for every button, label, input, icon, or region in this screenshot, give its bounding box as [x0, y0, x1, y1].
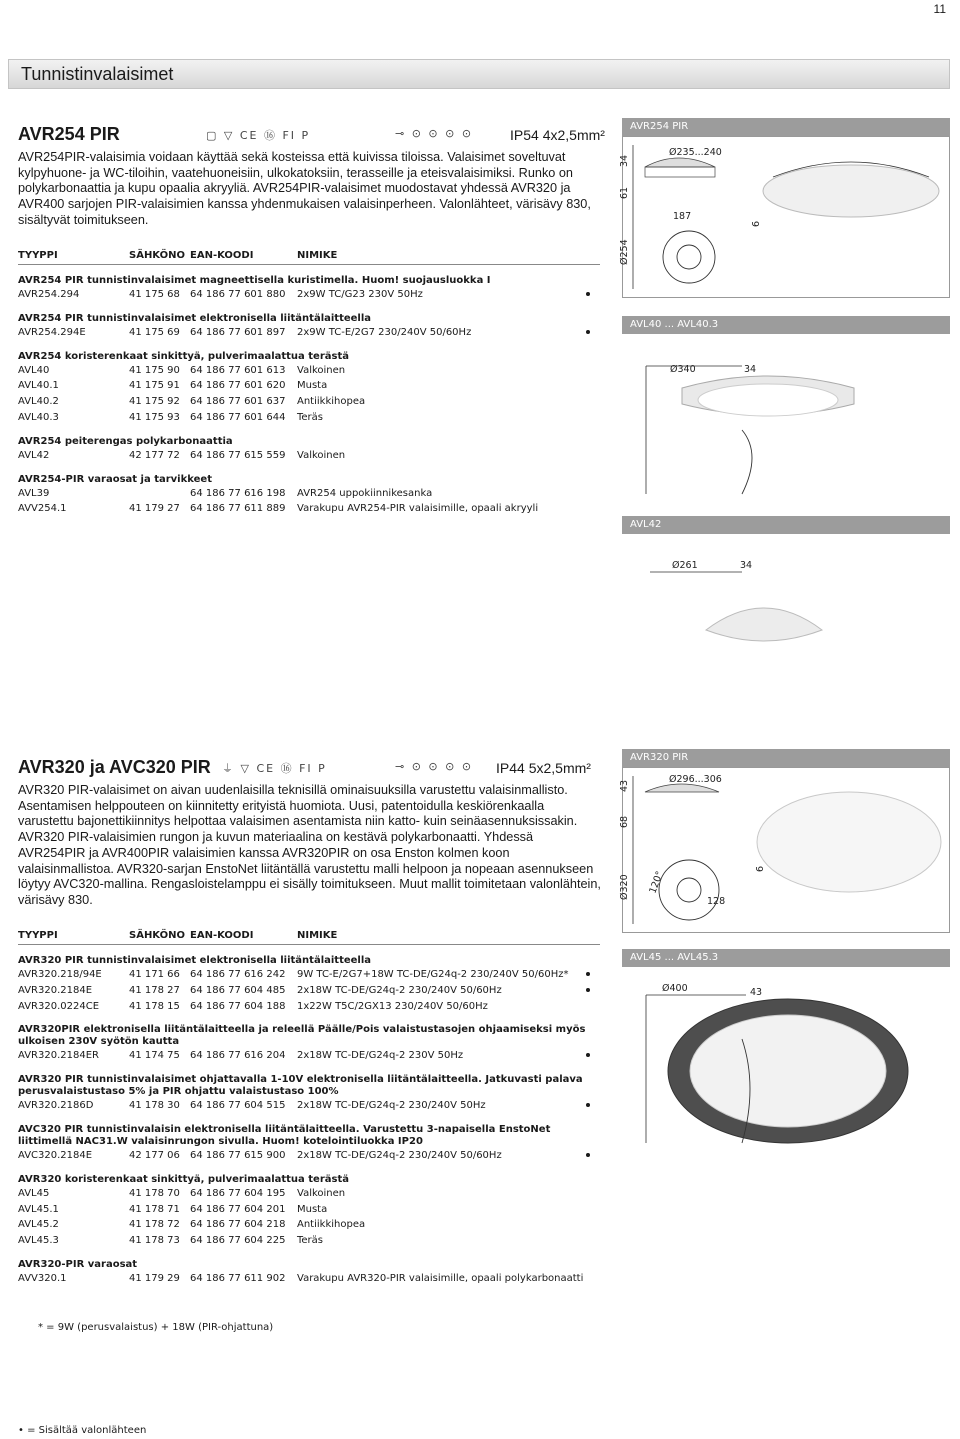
dim-235-240: Ø235...240 [669, 147, 722, 158]
includes-light-source-dot [586, 1153, 590, 1157]
cell-sahkono: 41 175 93 [129, 412, 180, 423]
avr254-drawing [619, 136, 950, 298]
cell-sahkono: 41 178 27 [129, 984, 180, 996]
avr320-side-header: AVR320 PIR [622, 749, 950, 767]
dim-187: 187 [673, 211, 692, 222]
avr320-group-title-3: AVC320 PIR tunnistinvalaisin elektronisella liitäntälaitteella. Varustettu 3-napaisella EnstoNet liittimellä NAC31.W valaisinrungon sivulla. Huom! kotelointiluokka IP20 [18, 1124, 551, 1147]
cell-sahkono: 41 175 68 [129, 289, 180, 300]
cell-sahkono: 42 177 06 [129, 1150, 180, 1161]
avr320-group-title-1: AVR320PIR elektronisella liitäntälaitteella ja releellä Päälle/Pois valaistustasojen ohjaamiseksi myös ulkoisen 230V syötön kautta [18, 1024, 586, 1048]
cell-sahkono: 41 178 30 [129, 1100, 180, 1112]
avr320-row-2-0 [18, 1100, 598, 1114]
avl45-drawing [622, 967, 950, 1162]
page-title-bar [8, 59, 950, 89]
avr320-row-4-2 [18, 1219, 598, 1233]
cell-nimike: 2x9W TC-E/2G7 230/240V 50/60Hz [297, 326, 472, 338]
cell-nimike: 2x18W TC-DE/G24q-2 230/240V 50/60Hz [297, 984, 502, 996]
dim-43: 43 [619, 779, 630, 792]
avr320-drawing [619, 767, 950, 933]
avr320-row-1-0 [18, 1050, 598, 1064]
avr254-row-2-2 [18, 396, 598, 410]
avr320-row-0-0 [18, 969, 598, 983]
dim-68: 68 [619, 815, 630, 828]
cell-nimike: 9W TC-E/2G7+18W TC-DE/G24q-2 230/240V 50/60Hz* [297, 969, 569, 980]
includes-light-source-dot [586, 988, 590, 992]
dim-261: Ø261 [672, 560, 698, 571]
cell-ean: 64 186 77 601 880 [190, 289, 286, 300]
cell-ean: 64 186 77 604 515 [190, 1100, 286, 1112]
cell-type: AVL45.1 [18, 1203, 59, 1215]
cell-ean: 64 186 77 604 218 [190, 1219, 286, 1231]
avr254-title: AVR254 PIR [18, 124, 120, 144]
avr320-mount-symbols: ⊸ ⊙ ⊙ ⊙ ⊙ [395, 760, 474, 773]
avr254-row-4-1 [18, 503, 598, 517]
cell-ean: 64 186 77 604 201 [190, 1203, 286, 1215]
avr320-table-header [18, 930, 598, 944]
avr254-group-title-1: AVR254 PIR tunnistinvalaisimet elektronisella liitäntälaitteella [18, 312, 372, 324]
avr254-row-1-0 [18, 327, 598, 341]
avr254-description: AVR254PIR-valaisimia voidaan käyttää sekä kosteissa että kuivissa tiloissa. Valaisimet soveltuvat kylpyhuone- ja WC-tiloihin, vaatehuoneisiin, ulkokatoksiin, terasseille ja eteisvalaisimiksi. Runko on polykarbonaattia ja kupu opaalia akryyliä. AVR254PIR-valaisimet muodostavat yhdessä AVR320 ja AVR400 sarjojen PIR-valaisimien kanssa yhdenmukaisen valaisinperheen. Valonlähteet, värisävy 830, sisältyvät toimitukseen. [18, 150, 591, 227]
avr320-row-4-1 [18, 1204, 598, 1218]
cell-type: AVL40 [18, 364, 50, 376]
avl40-drawing [622, 334, 950, 514]
avr254-cert-symbols: ▢ ▽ CE ⑯ FI P [206, 129, 311, 142]
dim-34b: 34 [744, 364, 757, 375]
avr320-row-0-2 [18, 1001, 598, 1015]
avr254-header-0: TYYPPI [18, 250, 58, 261]
avr320-header-0: TYYPPI [18, 930, 58, 941]
cell-nimike: Antiikkihopea [297, 1219, 366, 1231]
cell-ean: 64 186 77 604 485 [190, 984, 286, 996]
dim-6: 6 [751, 220, 762, 227]
dim-6b: 6 [755, 865, 766, 872]
cell-nimike: Valkoinen [297, 1187, 346, 1199]
cell-sahkono: 42 177 72 [129, 449, 180, 461]
avr254-side-header: AVR254 PIR [622, 118, 950, 136]
cell-sahkono: 41 175 69 [129, 326, 180, 338]
avr254-header-1: SÄHKÖNO [129, 250, 185, 261]
cell-ean: 64 186 77 616 198 [190, 487, 286, 499]
cell-nimike: Musta [297, 1203, 328, 1215]
cell-sahkono: 41 178 15 [129, 1000, 180, 1012]
avr254-group-title-0: AVR254 PIR tunnistinvalaisimet magneettisella kuristimella. Huom! suojausluokka I [18, 275, 491, 286]
avr320-row-4-0 [18, 1188, 598, 1202]
avr320-row-0-1 [18, 985, 598, 999]
avr320-group-title-4: AVR320 koristerenkaat sinkittyä, pulverimaalattua terästä [18, 1173, 349, 1185]
cell-ean: 64 186 77 601 613 [190, 364, 286, 376]
dim-128: 128 [707, 896, 726, 907]
dim-34c: 34 [740, 560, 753, 571]
cell-ean: 64 186 77 616 242 [190, 969, 286, 980]
avr254-header-3: NIMIKE [297, 250, 338, 261]
cell-type: AVL42 [18, 449, 50, 461]
avr254-ip-rating: IP54 4x2,5mm² [510, 127, 605, 143]
avr254-header-2: EAN-KOODI [190, 250, 254, 261]
avr320-row-4-3 [18, 1235, 598, 1249]
avr320-cert-symbols: ⏚ ▽ CE ⑯ FI P [222, 762, 327, 775]
includes-light-source-dot [586, 292, 590, 296]
dim-296-306: Ø296...306 [669, 774, 722, 785]
avl40-side-header: AVL40 ... AVL40.3 [622, 316, 950, 334]
cell-sahkono: 41 175 91 [129, 380, 180, 392]
cell-sahkono: 41 179 29 [129, 1273, 180, 1284]
cell-ean: 64 186 77 611 889 [190, 503, 286, 515]
avr254-group-title-4: AVR254-PIR varaosat ja tarvikkeet [18, 473, 212, 485]
cell-nimike: Varakupu AVR254-PIR valaisimille, opaali akryyli [297, 503, 539, 515]
cell-nimike: Varakupu AVR320-PIR valaisimille, opaali polykarbonaatti [297, 1273, 584, 1284]
cell-sahkono: 41 171 66 [129, 969, 180, 980]
cell-nimike: 2x18W TC-DE/G24q-2 230/240V 50Hz [297, 1100, 486, 1112]
avr320-group-title-5: AVR320-PIR varaosat [18, 1259, 138, 1270]
cell-type: AVR320.2184ER [18, 1050, 99, 1062]
avr320-row-3-0 [18, 1150, 598, 1164]
cell-nimike: Valkoinen [297, 449, 346, 461]
cell-nimike: 2x18W TC-DE/G24q-2 230/240V 50/60Hz [297, 1150, 502, 1161]
dim-320: Ø320 [619, 874, 630, 900]
footnote-dot: • = Sisältää valonlähteen [18, 1425, 147, 1436]
cell-type: AVL45 [18, 1187, 50, 1199]
cell-ean: 64 186 77 604 195 [190, 1187, 286, 1199]
dim-120deg: 120° [647, 869, 666, 896]
cell-type: AVR320.0224CE [18, 1000, 100, 1012]
cell-sahkono: 41 178 73 [129, 1235, 180, 1247]
cell-ean: 64 186 77 611 902 [190, 1273, 286, 1284]
avr320-header-rule [18, 944, 600, 945]
dim-340: Ø340 [670, 364, 696, 375]
cell-type: AVL45.2 [18, 1219, 59, 1231]
cell-type: AVR254.294 [18, 289, 80, 300]
avl42-side-header: AVL42 [622, 516, 950, 534]
avr254-row-2-3 [18, 412, 598, 426]
avr320-description: AVR320 PIR-valaisimet on aivan uudenlaisilla teknisillä ominaisuuksilla varustettu valaisinmallisto. Asentamisen helppouteen on kiinnitetty erityistä huomiota. Uusi, patentoidulla keskiörenkaalla varustettu bajonettikiinnitys helpottaa valaisimen asentamista niin katto- kuin seinäasennuksissakin. AVR320 PIR-valaisimien rungon ja kuvun materiaalina on kestävä polykarbonaatti. Yhdessä AVR254PIR ja AVR400PIR valaisimien kanssa AVR320PIR on osa Enston kolmen koon valaisinmallistoa. AVR320-sarjan EnstoNet liitäntällä varustettu malli helpoon ja nopeaan asennukseen löytyy AVC320-mallina. Rengasloistelamppu ei sisälly toimitukseen. Muut mallit toimitetaan valonlähtein, värisävy 830. [18, 783, 601, 907]
cell-ean: 64 186 77 615 900 [190, 1150, 286, 1161]
cell-sahkono: 41 175 92 [129, 396, 180, 408]
dim-43b: 43 [750, 987, 763, 998]
dim-34: 34 [619, 154, 630, 167]
cell-ean: 64 186 77 604 188 [190, 1000, 286, 1012]
cell-nimike: Valkoinen [297, 364, 346, 376]
cell-nimike: AVR254 uppokiinnikesanka [297, 487, 433, 499]
cell-sahkono: 41 175 90 [129, 364, 180, 376]
avr254-mount-symbols: ⊸ ⊙ ⊙ ⊙ ⊙ [395, 127, 474, 140]
avr254-product-table [18, 250, 608, 530]
cell-type: AVL45.3 [18, 1235, 59, 1247]
avr254-row-2-1 [18, 380, 598, 394]
cell-ean: 64 186 77 601 897 [190, 326, 286, 338]
cell-nimike: 2x9W TC/G23 230V 50Hz [297, 289, 423, 300]
avr254-row-0-0 [18, 289, 598, 303]
cell-ean: 64 186 77 601 644 [190, 412, 286, 423]
avr254-row-2-0 [18, 365, 598, 379]
cell-type: AVR254.294E [18, 326, 86, 338]
avr320-header-1: SÄHKÖNO [129, 930, 185, 941]
cell-nimike: Teräs [297, 1235, 324, 1247]
avr254-row-3-0 [18, 450, 598, 464]
footnote-star: * = 9W (perusvalaistus) + 18W (PIR-ohjattuna) [38, 1322, 274, 1333]
includes-light-source-dot [586, 972, 590, 976]
cell-type: AVL40.3 [18, 412, 59, 423]
cell-ean: 64 186 77 604 225 [190, 1235, 286, 1247]
cell-type: AVV320.1 [18, 1273, 67, 1284]
cell-ean: 64 186 77 616 204 [190, 1050, 286, 1062]
includes-light-source-dot [586, 330, 590, 334]
includes-light-source-dot [586, 1103, 590, 1107]
avr320-title: AVR320 ja AVC320 PIR [18, 757, 211, 777]
avl42-drawing [622, 534, 950, 684]
cell-sahkono: 41 179 27 [129, 503, 180, 515]
dim-254: Ø254 [619, 239, 630, 265]
cell-nimike: Teräs [297, 412, 324, 423]
cell-type: AVC320.2184E [18, 1150, 93, 1161]
page-title: Tunnistinvalaisimet [21, 64, 174, 84]
dim-61: 61 [619, 186, 630, 199]
cell-ean: 64 186 77 615 559 [190, 449, 286, 461]
cell-type: AVL39 [18, 487, 50, 499]
avr320-header-2: EAN-KOODI [190, 930, 254, 941]
cell-type: AVR320.218/94E [18, 969, 102, 980]
cell-nimike: Musta [297, 380, 328, 392]
cell-sahkono: 41 178 72 [129, 1219, 180, 1231]
avr320-header-3: NIMIKE [297, 930, 338, 941]
cell-ean: 64 186 77 601 620 [190, 380, 286, 392]
cell-sahkono: 41 174 75 [129, 1050, 180, 1062]
cell-nimike: 2x18W TC-DE/G24q-2 230V 50Hz [297, 1050, 464, 1062]
avr320-ip-rating: IP44 5x2,5mm² [496, 760, 591, 776]
dim-400: Ø400 [662, 983, 688, 994]
avr320-group-title-2: AVR320 PIR tunnistinvalaisimet ohjattavalla 1-10V elektronisella liitäntälaitteella. Jatkuvasti palava perusvalaistustaso 5% ja PIR ohjattu valaistustaso 100% [18, 1074, 583, 1098]
cell-ean: 64 186 77 601 637 [190, 396, 286, 408]
avr320-group-title-0: AVR320 PIR tunnistinvalaisimet elektronisella liitäntälaitteella [18, 955, 372, 966]
cell-type: AVL40.2 [18, 396, 59, 408]
cell-type: AVR320.2186D [18, 1100, 94, 1112]
includes-light-source-dot [586, 1053, 590, 1057]
cell-nimike: Antiikkihopea [297, 396, 366, 408]
avr254-row-4-0 [18, 488, 598, 502]
cell-nimike: 1x22W T5C/2GX13 230/240V 50/60Hz [297, 1000, 488, 1012]
cell-sahkono: 41 178 71 [129, 1203, 180, 1215]
cell-type: AVL40.1 [18, 380, 59, 392]
cell-sahkono: 41 178 70 [129, 1187, 180, 1199]
avr254-group-title-3: AVR254 peiterengas polykarbonaattia [18, 435, 233, 447]
avr254-table-header [18, 250, 598, 264]
cell-type: AVV254.1 [18, 503, 67, 515]
avr254-group-title-2: AVR254 koristerenkaat sinkittyä, pulverimaalattua terästä [18, 350, 349, 362]
page-number: 11 [933, 2, 946, 16]
avr320-row-5-0 [18, 1273, 598, 1287]
avr320-product-table [18, 930, 608, 1310]
avr254-header-rule [18, 264, 600, 265]
avl45-side-header: AVL45 ... AVL45.3 [622, 949, 950, 967]
cell-type: AVR320.2184E [18, 984, 93, 996]
